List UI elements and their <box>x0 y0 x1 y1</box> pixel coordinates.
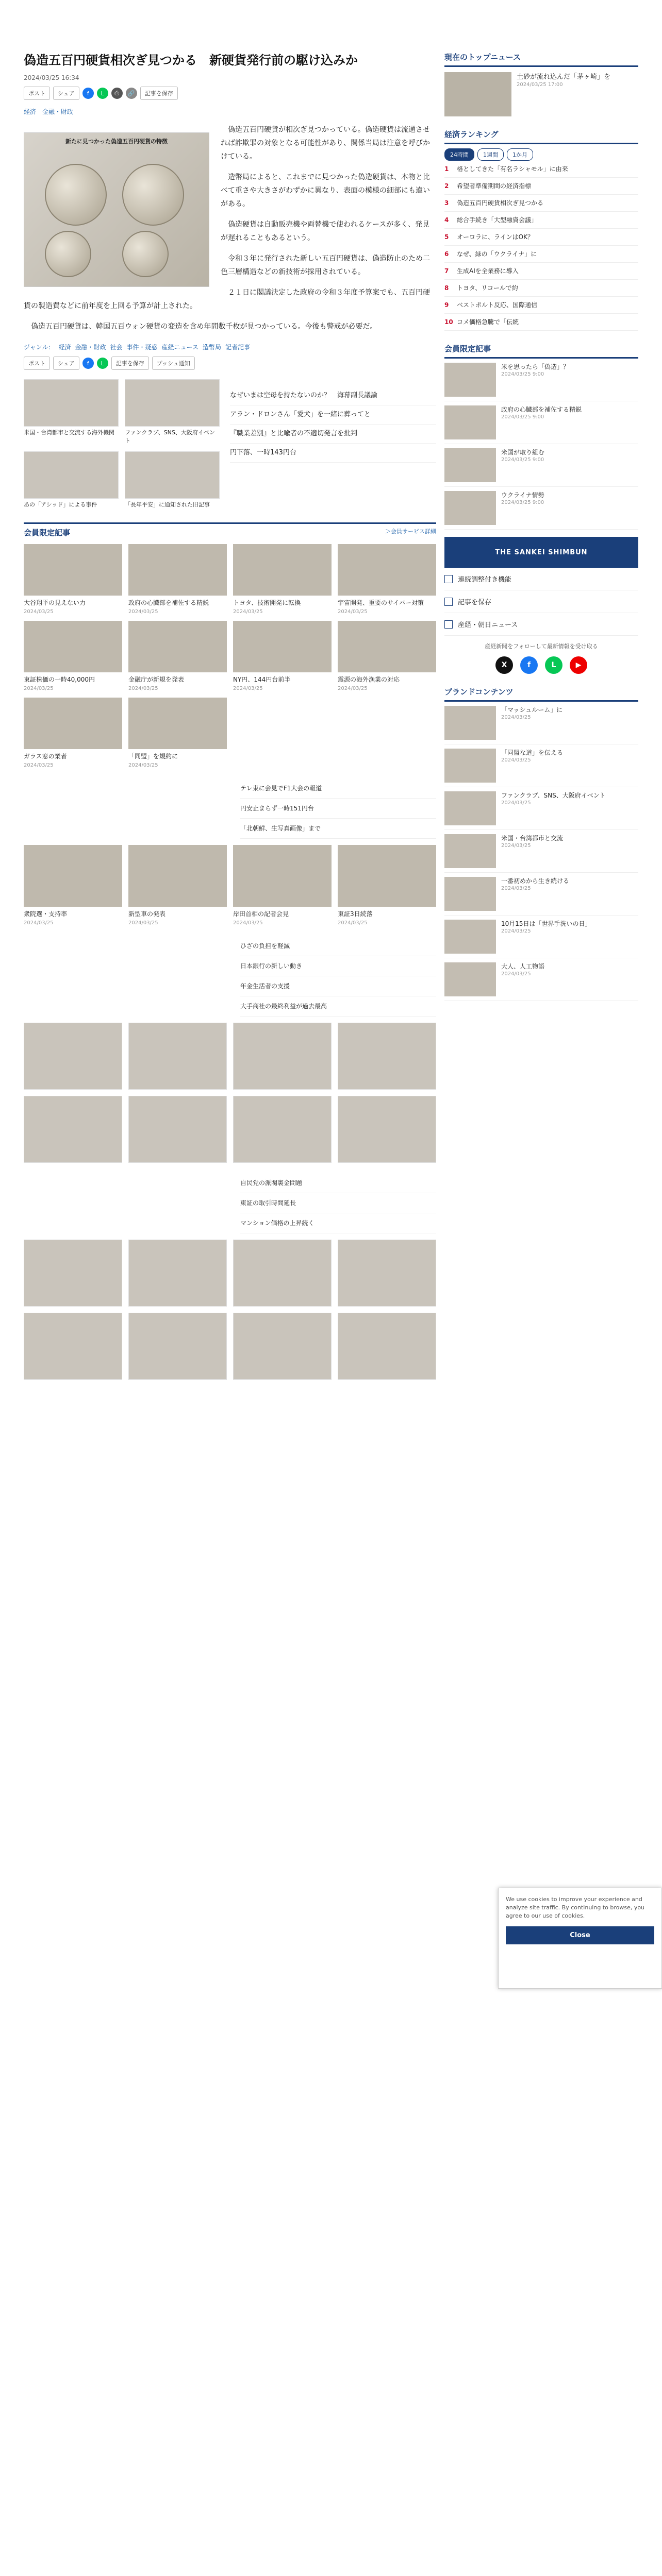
feed-item[interactable]: マンション価格の上昇続く <box>240 1213 436 1233</box>
card-title: 「同盟」を規約に <box>128 753 178 760</box>
bookmark-icon <box>444 598 453 606</box>
item-title: ファンクラブ、SNS、大阪府イベント <box>501 792 606 799</box>
feed-item[interactable]: 年金生活者の支援 <box>240 976 436 996</box>
rank-number: 7 <box>444 267 449 275</box>
ranking-item[interactable] <box>444 314 638 331</box>
side-member-item[interactable] <box>444 444 638 487</box>
feed-list <box>240 778 436 839</box>
share-label: シェア <box>58 90 75 97</box>
feed-list-3 <box>240 1173 436 1233</box>
card-date: 2024/03/25 <box>128 686 158 691</box>
share-label: シェア <box>58 360 75 367</box>
related-caption: 「長年平安」に通知された旧記事 <box>125 501 210 508</box>
item-date: 2024/03/25 <box>501 800 531 806</box>
item-title: 「マッシュルーム」に <box>501 706 563 714</box>
card-title: NY円、144円台前半 <box>233 676 291 683</box>
card-date: 2024/03/25 <box>233 686 263 691</box>
article-body <box>24 123 436 333</box>
paragraph: 偽造五百円硬貨が相次ぎ見つかっている。偽造硬貨は流通させれば詐欺罪の対象となる可能性があり、関係当局は注意を呼びかけている。 <box>221 126 430 161</box>
rank-number: 6 <box>444 250 449 258</box>
tab-week[interactable]: 1週間 <box>477 148 504 161</box>
social-follow <box>444 656 638 674</box>
card-title: 政府の心臓部を補佐する精鋭 <box>128 599 209 606</box>
rank-number: 1 <box>444 165 449 173</box>
member-card[interactable] <box>233 845 332 926</box>
feed-list-2 <box>240 936 436 1016</box>
rank-title: ベストポルト反応、国際通信 <box>457 301 538 309</box>
member-card[interactable] <box>128 621 227 691</box>
feed-item[interactable]: 日本銀行の新しい動き <box>240 956 436 976</box>
ranking-item[interactable] <box>444 229 638 246</box>
section-title: 現在のトップニュース <box>444 52 638 67</box>
card-title: ガラス窓の業者 <box>24 753 67 760</box>
cookie-consent <box>498 1888 662 1989</box>
tab-month[interactable]: 1か月 <box>507 148 533 161</box>
related-item[interactable] <box>24 379 119 445</box>
line-icon[interactable]: L <box>545 656 562 674</box>
line-icon[interactable]: L <box>97 358 108 369</box>
facebook-icon[interactable]: f <box>82 358 94 369</box>
card-date: 2024/03/25 <box>24 686 54 691</box>
item-title: ウクライナ情勢 <box>501 492 544 499</box>
share-button[interactable] <box>53 357 79 370</box>
side-link[interactable] <box>444 613 638 636</box>
card-title: 東証株価の一時40,000円 <box>24 676 95 683</box>
card-date: 2024/03/25 <box>24 920 54 926</box>
card-title: 大谷翔平の見えない力 <box>24 599 86 606</box>
brand-item[interactable] <box>444 873 638 916</box>
side-member-item[interactable] <box>444 401 638 444</box>
feed-item[interactable]: 円安止まらず一時151円台 <box>240 799 436 819</box>
tag[interactable]: 造幣局 <box>202 344 221 351</box>
card-date: 2024/03/25 <box>233 609 263 615</box>
ranking-item[interactable] <box>444 195 638 212</box>
ranking-tabs <box>444 148 638 161</box>
card-date: 2024/03/25 <box>128 762 158 768</box>
link-icon[interactable]: 🔗 <box>126 88 137 99</box>
brand-item[interactable] <box>444 958 638 1001</box>
member-card[interactable] <box>24 845 122 926</box>
item-date: 2024/03/25 <box>501 715 531 720</box>
member-card[interactable] <box>128 845 227 926</box>
card-title: 震源の海外漁業の対応 <box>338 676 400 683</box>
top-news-date: 2024/03/25 17:00 <box>517 82 563 88</box>
consent-text: We use cookies to improve your experience and analyze site traffic. By continuing to browse, you agree to our use of cookies. <box>506 1896 645 1919</box>
item-date: 2024/03/25 9:00 <box>501 414 544 420</box>
member-card[interactable] <box>24 698 122 768</box>
member-card[interactable] <box>233 621 332 691</box>
share-bar <box>24 87 436 100</box>
paragraph: 造幣局によると、これまでに見つかった偽造硬貨は、本物と比べて重さや大きさがわずかに異なり、表面の模様の細部にも違いがある。 <box>221 173 430 208</box>
top-news[interactable] <box>444 72 638 116</box>
member-card[interactable] <box>24 621 122 691</box>
brand-item[interactable] <box>444 787 638 830</box>
card-date: 2024/03/25 <box>338 609 368 615</box>
brand-item[interactable] <box>444 702 638 744</box>
push-button[interactable] <box>152 357 195 370</box>
card-title: 衆院選・支持率 <box>24 910 68 918</box>
related-caption: 米国・台湾都市と交流する海外機関 <box>24 429 114 436</box>
member-section-header <box>24 522 436 538</box>
related-links <box>230 386 436 509</box>
rank-number: 3 <box>444 199 449 207</box>
card-title: 宇宙開発、重要のサイバー対策 <box>338 599 424 606</box>
side-member-item[interactable] <box>444 359 638 401</box>
paragraph: 令和３年に発行された新しい五百円硬貨は、偽造防止のため二色三層構造などの新技術が採用されている。 <box>221 255 430 276</box>
tag[interactable]: 記者記事 <box>225 344 250 351</box>
main-column <box>24 52 436 1380</box>
list-item[interactable]: アラン・ドロンさん「愛犬」を一緒に葬ってと <box>230 405 436 425</box>
card-title: 新型車の発表 <box>128 910 166 918</box>
member-grid-2 <box>24 845 436 926</box>
paragraph: 偽造硬貨は自動販売機や両替機で使われるケースが多く、発見が遅れることもあるという。 <box>221 221 430 242</box>
article-date: 2024/03/25 16:34 <box>24 74 79 81</box>
rank-number: 2 <box>444 182 449 190</box>
post-button[interactable] <box>24 87 50 100</box>
rank-title: トヨタ、リコールで約 <box>457 284 518 292</box>
card-title: 金融庁が新規を発表 <box>128 676 185 683</box>
section-title: 会員限定記事 <box>24 528 71 537</box>
facebook-icon[interactable]: f <box>82 88 94 99</box>
share-button[interactable] <box>53 87 79 100</box>
item-title: 米国・台湾都市と交流 <box>501 835 564 842</box>
rank-title: 希望者準備期間の経済指標 <box>457 182 532 190</box>
sidebar <box>444 52 638 1001</box>
article-title: 偽造五百円硬貨相次ぎ見つかる 新硬貨発行前の駆け込みか <box>24 53 358 67</box>
brand-item[interactable] <box>444 916 638 958</box>
item-date: 2024/03/25 9:00 <box>501 457 544 463</box>
tag-label: ジャンル： <box>24 344 55 351</box>
side-link[interactable] <box>444 590 638 613</box>
card-date: 2024/03/25 <box>24 609 54 615</box>
share-bar-bottom <box>24 357 436 370</box>
side-member-item[interactable] <box>444 487 638 530</box>
member-card[interactable] <box>338 621 436 691</box>
ranking-item[interactable] <box>444 280 638 297</box>
card-date: 2024/03/25 <box>338 686 368 691</box>
side-link-label: 産経・朝日ニュース <box>458 621 518 629</box>
consent-close-button[interactable]: Close <box>506 1926 654 1944</box>
line-icon[interactable]: L <box>97 88 108 99</box>
item-title: 米を思ったら「偽造」？ <box>501 363 570 370</box>
ranking-item[interactable] <box>444 263 638 280</box>
item-date: 2024/03/25 <box>501 843 531 849</box>
item-date: 2024/03/25 <box>501 928 531 934</box>
ranking-list <box>444 161 638 331</box>
print-icon[interactable]: ⎙ <box>111 88 123 99</box>
sankei-banner[interactable]: THE SANKEI SHIMBUN <box>444 537 638 568</box>
feed-item[interactable]: 「北朝鮮、生写真画像」まで <box>240 819 436 839</box>
rank-title: オーロラに、ラインはOK？ <box>457 233 534 241</box>
save-button[interactable] <box>111 357 149 370</box>
member-grid <box>24 544 436 768</box>
card-date: 2024/03/25 <box>128 920 158 926</box>
section-title: ブランドコンテンツ <box>444 686 638 702</box>
rank-title: なぜ、緑の「ウクライナ」に <box>457 250 537 258</box>
list-item[interactable]: 『職業差別』と比喩者の不適切発言を批判 <box>230 425 436 444</box>
item-title: 「同盟な道」を伝える <box>501 749 564 756</box>
tag[interactable]: 経済 <box>58 344 71 351</box>
genre-tags <box>24 343 436 351</box>
item-date: 2024/03/25 <box>501 757 531 763</box>
ranking-item[interactable] <box>444 178 638 195</box>
item-date: 2024/03/25 9:00 <box>501 371 544 377</box>
rank-number: 10 <box>444 318 453 326</box>
ranking-item[interactable] <box>444 161 638 178</box>
news-icon <box>444 620 453 629</box>
member-card[interactable] <box>24 544 122 615</box>
breadcrumb[interactable]: 経済 金融・財政 <box>24 108 74 115</box>
member-card[interactable] <box>128 544 227 615</box>
push-label: プッシュ通知 <box>156 360 190 367</box>
item-date: 2024/03/25 <box>501 886 531 891</box>
member-card[interactable] <box>338 544 436 615</box>
related-item[interactable] <box>125 451 220 509</box>
section-title: 会員限定記事 <box>444 343 638 359</box>
x-icon[interactable]: X <box>495 656 513 674</box>
image-grid <box>24 1023 436 1163</box>
item-title: 大人、人工物語 <box>501 963 545 970</box>
post-button[interactable] <box>24 357 50 370</box>
rank-number: 5 <box>444 233 449 241</box>
save-label: 記事を保存 <box>115 360 144 367</box>
brand-item[interactable] <box>444 744 638 787</box>
feed-item[interactable]: 自民党の派閥裏金問題 <box>240 1173 436 1193</box>
rank-title: 生成AIを全業務に導入 <box>457 267 519 275</box>
article-meta <box>24 74 436 81</box>
card-date: 2024/03/25 <box>338 920 368 926</box>
photo-caption: 新たに見つかった偽造五百円硬貨の特徴 <box>65 138 168 145</box>
rank-title: 格としてきた「有名ラシャモル」に由来 <box>457 165 568 173</box>
side-link[interactable] <box>444 568 638 590</box>
rank-title: 偽造五百円硬貨相次ぎ見つかる <box>457 199 544 207</box>
paragraph: 偽造五百円硬貨は、韓国五百ウォン硬貨の変造を含め年間数千枚が見つかっている。今後も警戒が必要だ。 <box>31 323 377 331</box>
feed-item[interactable]: 大手商社の最終利益が過去最高 <box>240 996 436 1016</box>
item-title: 米国が取り組む <box>501 449 545 456</box>
side-link-label: 連続調整付き機能 <box>458 576 512 584</box>
list-item[interactable]: なぜいまは空母を持たないのか？ 海幕副長議論 <box>230 386 436 405</box>
card-title: 岸田首相の記者会見 <box>233 910 289 918</box>
ranking-item[interactable] <box>444 212 638 229</box>
related-caption: ファンクラブ、SNS、大阪府イベント <box>125 429 215 444</box>
member-card[interactable] <box>128 698 227 768</box>
post-label: ポスト <box>28 360 45 367</box>
member-card[interactable] <box>338 845 436 926</box>
social-caption: 産経新聞をフォローして最新情報を受け取る <box>485 643 598 650</box>
list-item[interactable]: 円下落、一時143円台 <box>230 444 436 463</box>
related-caption: あの「アシッド」による事件 <box>24 501 97 508</box>
bookmark-button[interactable] <box>140 87 178 100</box>
related-item[interactable] <box>125 379 220 445</box>
related-item[interactable] <box>24 451 119 509</box>
tab-24h[interactable]: 24時間 <box>444 148 474 161</box>
item-title: 一番初めから生き続ける <box>501 877 570 885</box>
rank-title: 総合手続き「大型融資会議」 <box>457 216 538 224</box>
card-date: 2024/03/25 <box>128 609 158 615</box>
card-title: トヨタ、技術開発に転換 <box>233 599 301 606</box>
bookmark-label: 記事を保存 <box>144 90 173 97</box>
ranking-item[interactable] <box>444 246 638 263</box>
related-grid <box>24 379 220 509</box>
card-date: 2024/03/25 <box>24 762 54 768</box>
feed-item[interactable]: テレ東に会見でF1大会の報道 <box>240 778 436 799</box>
more-link[interactable]: ＞会員サービス詳細 <box>385 528 436 535</box>
rank-number: 4 <box>444 216 449 224</box>
rank-title: コメ価格急騰で「伝統 <box>457 318 519 326</box>
related-area <box>24 379 436 509</box>
card-title: 東証3日続落 <box>338 910 373 918</box>
article-photo <box>24 132 209 287</box>
top-news-title: 土砂が流れ込んだ「茅ヶ崎」を <box>517 73 611 81</box>
feed-item[interactable]: 東証の取引時間延長 <box>240 1193 436 1213</box>
brand-item[interactable] <box>444 830 638 873</box>
image-grid-2 <box>24 1240 436 1380</box>
tag[interactable]: 産経ニュース <box>161 344 198 351</box>
tag[interactable]: 金融・財政 <box>75 344 106 351</box>
section-title: 経済ランキング <box>444 129 638 144</box>
facebook-icon[interactable]: f <box>520 656 538 674</box>
rank-number: 8 <box>444 284 449 292</box>
item-date: 2024/03/25 <box>501 971 531 977</box>
tag[interactable]: 事件・疑惑 <box>126 344 158 351</box>
paragraph: ２１日に閣議決定した政府の令和３年度予算案でも、五百円硬貨の製造費などに前年度を上回る予算が計上された。 <box>24 289 430 310</box>
tag[interactable]: 社会 <box>110 344 123 351</box>
item-title: 10月15日は「世界手洗いの日」 <box>501 920 591 927</box>
feed-item[interactable]: ひざの負担を軽減 <box>240 936 436 956</box>
item-title: 政府の心臓部を補佐する精鋭 <box>501 406 582 413</box>
checkbox-icon <box>444 575 453 583</box>
ranking-item[interactable] <box>444 297 638 314</box>
rank-number: 9 <box>444 301 449 309</box>
side-link-label: 記事を保存 <box>458 599 492 606</box>
post-label: ポスト <box>28 90 45 97</box>
member-card[interactable] <box>233 544 332 615</box>
card-date: 2024/03/25 <box>233 920 263 926</box>
item-date: 2024/03/25 9:00 <box>501 500 544 505</box>
youtube-icon[interactable]: ▶ <box>570 656 587 674</box>
